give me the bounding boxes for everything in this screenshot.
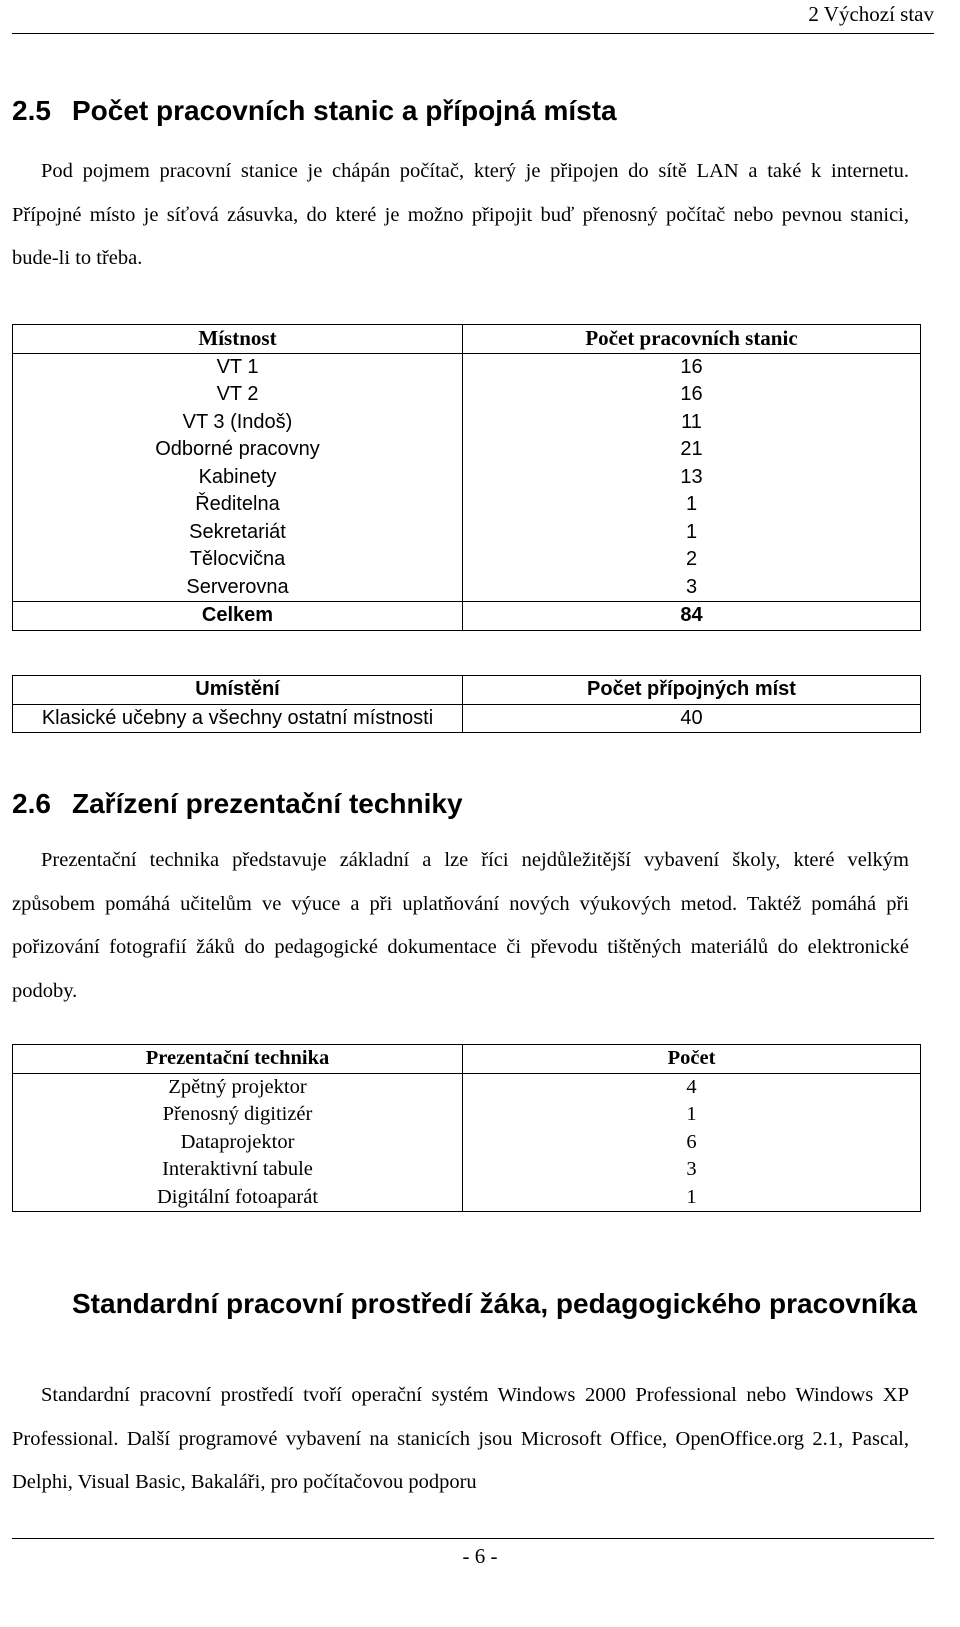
count-cell: 1 (463, 519, 921, 547)
table-row (13, 353, 921, 381)
section-heading-2-7 (12, 1286, 934, 1322)
table-header-cell: Místnost (13, 325, 463, 354)
table-row (13, 491, 921, 519)
table-row (13, 1073, 921, 1101)
table-row (13, 1156, 921, 1184)
section-title: Počet pracovních stanic a přípojná místa (72, 95, 617, 126)
table-row (13, 574, 921, 602)
device-cell: Zpětný projektor (13, 1073, 463, 1101)
count-cell: 16 (463, 353, 921, 381)
table-row (13, 409, 921, 437)
count-cell: 2 (463, 546, 921, 574)
table-row (13, 1129, 921, 1157)
table-row (13, 1184, 921, 1212)
table-row (13, 519, 921, 547)
page-number: - 6 - (462, 1544, 498, 1568)
presentation-table (12, 1044, 921, 1212)
running-header: 2 Výchozí stav (808, 2, 934, 26)
total-label-cell: Celkem (13, 602, 463, 631)
header-rule (12, 33, 934, 34)
count-cell: 13 (463, 464, 921, 492)
table-row (13, 1101, 921, 1129)
table-total-row (13, 602, 921, 631)
section-number: 2.5 (12, 95, 51, 126)
count-cell: 3 (463, 1156, 921, 1184)
section-title: Zařízení prezentační techniky (72, 788, 463, 819)
stations-table (12, 324, 921, 631)
table-row (13, 381, 921, 409)
table-row (13, 436, 921, 464)
section-paragraph-2-7: Standardní pracovní prostředí tvoří operační systém Windows 2000 Professional nebo Windows XP Professional. Další programové vybavení na stanicích jsou Microsoft Office, OpenOffice.org 2.1, Pascal, Delphi, Visual Basic, Bakaláři, pro počítačovou podporu (12, 1384, 909, 1493)
table-row (13, 464, 921, 492)
count-cell: 11 (463, 409, 921, 437)
count-cell: 16 (463, 381, 921, 409)
count-cell: 21 (463, 436, 921, 464)
device-cell: Přenosný digitizér (13, 1101, 463, 1129)
count-cell: 40 (463, 704, 921, 733)
room-cell: Sekretariát (13, 519, 463, 547)
section-number: 2.6 (12, 788, 51, 819)
section-paragraph-2-6: Prezentační technika představuje základní a lze říci nejdůležitější vybavení školy, které velkým způsobem pomáhá učitelům ve výuce a při uplatňování nových výukových metod. Taktéž pomáhá při pořizování fotografií žáků do pedagogické dokumentace či převodu tištěných materiálů do elektronické podoby. (12, 849, 909, 1002)
room-cell: VT 3 (Indoš) (13, 409, 463, 437)
section-title: Standardní pracovní prostředí žáka, pedagogického pracovníka (72, 1288, 917, 1319)
room-cell: Kabinety (13, 464, 463, 492)
device-cell: Interaktivní tabule (13, 1156, 463, 1184)
location-cell: Klasické učebny a všechny ostatní místnosti (13, 704, 463, 733)
section-heading-2-6 (12, 786, 934, 822)
table-header-cell: Umístění (13, 676, 463, 705)
room-cell: Tělocvična (13, 546, 463, 574)
count-cell: 1 (463, 1101, 921, 1129)
table-header-cell: Prezentační technika (13, 1045, 463, 1074)
device-cell: Dataprojektor (13, 1129, 463, 1157)
section-heading-2-5 (12, 93, 934, 129)
room-cell: Odborné pracovny (13, 436, 463, 464)
table-header-cell: Počet (463, 1045, 921, 1074)
room-cell: VT 2 (13, 381, 463, 409)
count-cell: 3 (463, 574, 921, 602)
room-cell: Serverovna (13, 574, 463, 602)
table-header-cell: Počet pracovních stanic (463, 325, 921, 354)
connections-table (12, 675, 921, 733)
table-row (13, 546, 921, 574)
count-cell: 4 (463, 1073, 921, 1101)
count-cell: 6 (463, 1129, 921, 1157)
section-number (12, 1286, 72, 1322)
count-cell: 1 (463, 1184, 921, 1212)
table-header-cell: Počet přípojných míst (463, 676, 921, 705)
room-cell: VT 1 (13, 353, 463, 381)
device-cell: Digitální fotoaparát (13, 1184, 463, 1212)
section-paragraph-2-5: Pod pojmem pracovní stanice je chápán počítač, který je připojen do sítě LAN a také k internetu. Přípojné místo je síťová zásuvka, do které je možno připojit buď přenosný počítač nebo pevnou stanici, bude-li to třeba. (12, 160, 909, 269)
total-value-cell: 84 (463, 602, 921, 631)
footer-rule (12, 1538, 934, 1539)
room-cell: Ředitelna (13, 491, 463, 519)
table-row (13, 704, 921, 733)
count-cell: 1 (463, 491, 921, 519)
